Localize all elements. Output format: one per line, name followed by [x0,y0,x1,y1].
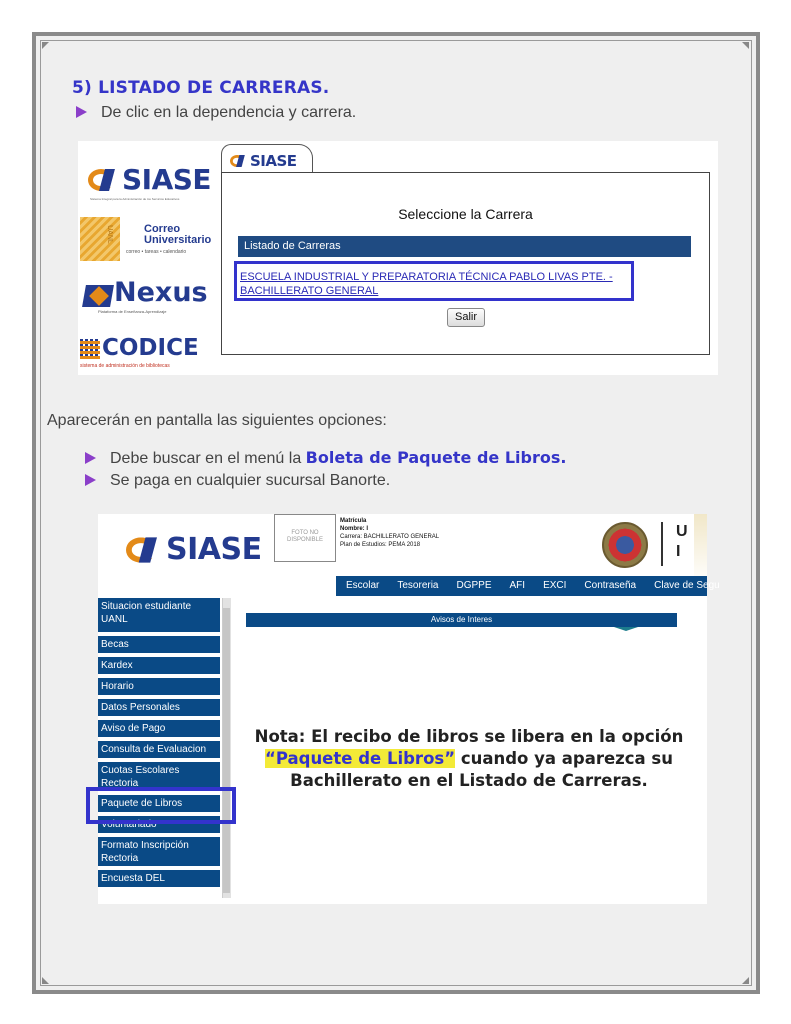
avisos-header: Avisos de Interes [246,613,677,627]
nav-item[interactable]: DGPPE [456,580,492,591]
student-info [340,517,439,549]
sidebar-item[interactable]: Datos Personales [98,699,220,716]
scrollbar-thumb[interactable] [223,608,230,893]
nav-item[interactable]: AFI [509,580,526,591]
sidebar-item[interactable]: Formato Inscripción Rectoria [98,837,220,866]
sidebar-item[interactable]: Encuesta DEL [98,870,220,887]
siase-mark-icon [230,154,241,168]
logo-column [78,141,216,375]
sidebar-item[interactable]: Consulta de Evaluacion [98,741,220,758]
codice-subtitle: sistema de administración de bibliotecas [80,363,170,369]
sidebar-item[interactable]: Horario [98,678,220,695]
corner-ornament [742,42,749,49]
siase-mark-icon [88,167,122,193]
correo-universitario-logo[interactable] [80,217,214,261]
bullet-text: De clic en la dependencia y carrera. [101,104,357,121]
sidebar-item[interactable]: Aviso de Pago [98,720,220,737]
career-link[interactable]: ESCUELA INDUSTRIAL Y PREPARATORIA TÉCNICA PABLO LIVAS PTE. - BACHILLERATO GENERAL [240,271,613,297]
siase-logo-subtitle: Sistema Integral para la Administración de los Servicios Educativos [90,197,180,201]
header-cut-text: U I [676,523,688,560]
bullet-highlight: Boleta de Paquete de Libros. [305,448,567,467]
header-strip [694,514,707,584]
exit-button[interactable]: Salir [447,308,485,327]
panel-title: Seleccione la Carrera [398,206,533,222]
corner-ornament [42,42,49,49]
siase-logo-text: SIASE [166,532,262,567]
carrera-label: Carrera: BACHILLERATO GENERAL [340,534,440,540]
arrow-bullet-icon [76,106,87,118]
career-panel [221,172,710,355]
avisos-decoration [614,627,638,631]
nav-item[interactable]: Escolar [346,580,380,591]
sidebar-item[interactable]: Paquete de Libros [98,795,220,812]
sidebar-item[interactable]: Situacion estudiante UANL [98,598,220,632]
nav-item[interactable]: Contraseña [584,580,637,591]
sidebar-item[interactable]: Voluntariado [98,816,220,833]
tab-siase-text: SIASE [250,152,297,170]
siase-tab[interactable] [221,144,313,174]
section-heading: 5) LISTADO DE CARRERAS. [72,78,330,98]
tab-siase-logo [230,148,297,174]
siase-logo-text: SIASE [122,163,212,196]
sidebar-item[interactable]: Cuotas Escolares Rectoria [98,762,220,791]
siase-logo[interactable] [88,163,211,196]
career-selection-screenshot [78,141,718,375]
uanl-seal-icon [602,522,648,568]
sidebar-menu [98,598,222,904]
building-icon [80,217,120,261]
codice-grid-icon [80,339,100,359]
nav-item[interactable]: Clave de Segu [654,580,720,591]
siase-portal-screenshot [98,514,720,904]
codice-logo-text: CODICE [102,335,199,361]
intro-paragraph: Aparecerán en pantalla las siguientes opciones: [47,412,387,429]
arrow-bullet-icon [85,474,96,486]
divider [661,522,663,566]
corner-ornament [42,977,49,984]
sidebar-item[interactable]: Becas [98,636,220,653]
nav-item[interactable]: Tesoreria [397,580,439,591]
top-nav [336,576,720,596]
codice-logo[interactable] [80,337,214,371]
siase-mark-icon [126,535,172,565]
nexus-logo[interactable] [84,277,212,321]
correo-subtitle: correo • tareas • calendario [126,249,187,255]
bullet-text: Se paga en cualquier sucursal Banorte. [110,472,391,489]
nav-item[interactable]: EXCI [543,580,567,591]
arrow-bullet-icon [85,452,96,464]
nexus-logo-text: Nexus [114,277,208,308]
correo-line2: Universitario [144,234,212,246]
correo-line1: Correo [144,223,181,235]
siase-logo[interactable] [126,532,262,567]
note-suffix: cuando ya aparezca su Bachillerato en el Listado de Carreras. [290,749,673,790]
bullet-item [85,472,390,490]
plan-label: Plan de Estudios: PEMA 2018 [340,542,421,548]
note-text [234,726,704,792]
bullet-item [85,448,566,468]
matricula-label: Matrícula [340,518,367,524]
sidebar-item[interactable]: Kardex [98,657,220,674]
note-highlight: “Paquete de Libros” [265,749,456,768]
note-prefix: Nota: El recibo de libros se libera en la opción [254,727,684,746]
highlight-box [86,787,236,824]
nombre-label: Nombre: I [340,526,369,532]
nexus-subtitle: Plataforma de Enseñanza-Aprendizaje [98,309,167,314]
uanl-label: UANL [105,225,113,244]
student-photo-placeholder: FOTO NO DISPONIBLE [274,514,336,562]
bullet-text: Debe buscar en el menú la [110,450,306,467]
corner-ornament [742,977,749,984]
career-list-header: Listado de Carreras [238,236,691,257]
bullet-item [76,104,356,122]
